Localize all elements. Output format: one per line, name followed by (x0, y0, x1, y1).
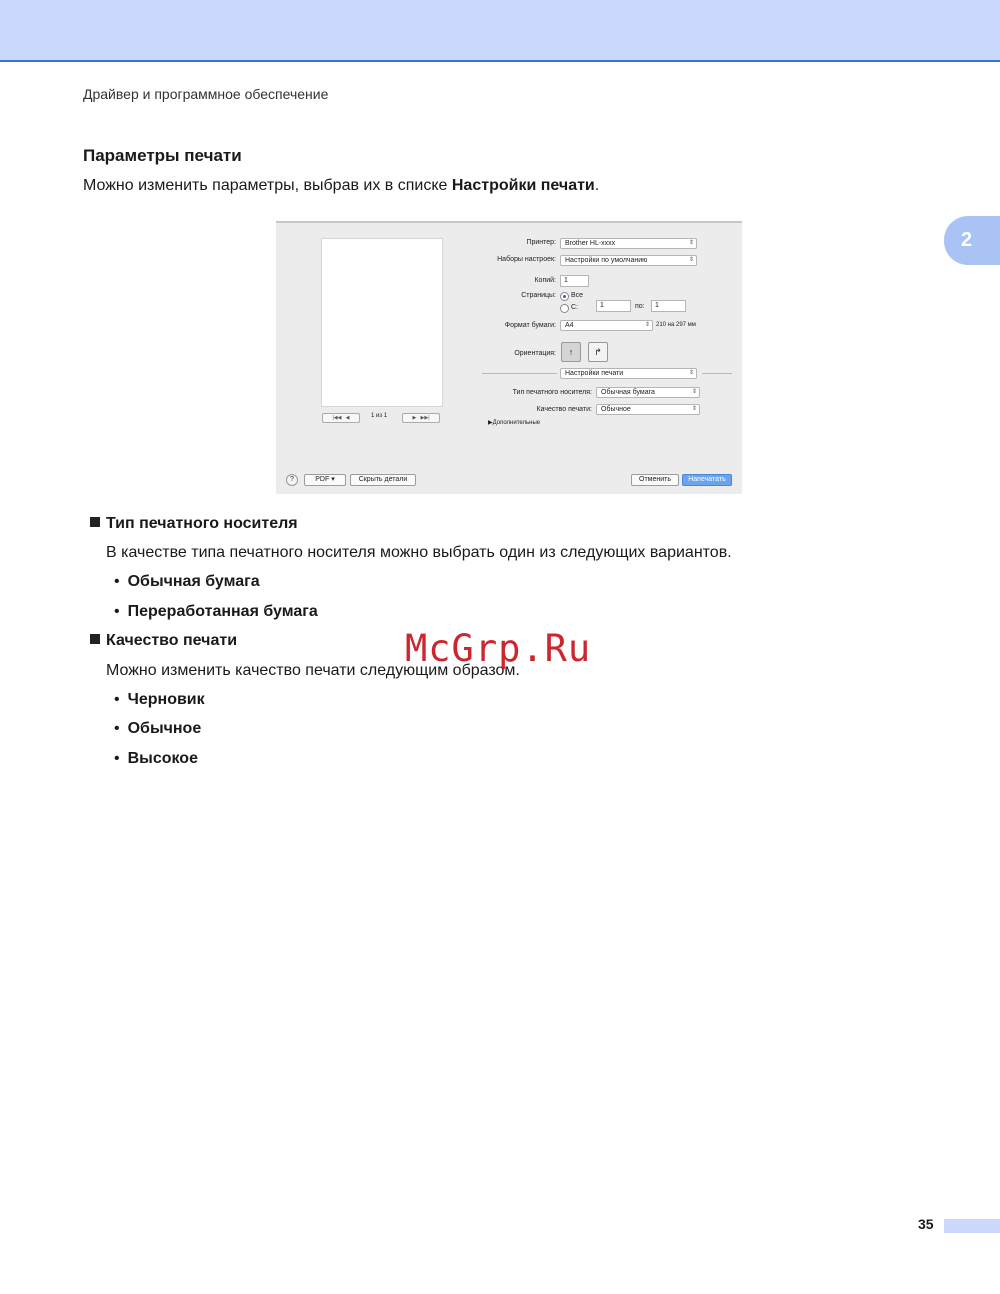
orientation-label: Ориентация: (514, 350, 556, 357)
media-type-value: Обычная бумага (601, 389, 655, 396)
pager-text: 1 из 1 (371, 413, 388, 419)
intro-paragraph (83, 177, 599, 195)
select-arrows-icon: ⇕ (691, 389, 697, 395)
print-button[interactable]: Напечатать (682, 474, 732, 486)
quality-value: Обычное (601, 406, 631, 413)
section-value: Настройки печати (565, 370, 624, 377)
chevron-down-icon: ▾ (331, 476, 335, 483)
select-arrows-icon: ⇕ (688, 257, 694, 263)
printer-label: Принтер: (526, 239, 556, 246)
pdf-label: PDF (315, 476, 330, 483)
print-quality-title: Качество печати (106, 632, 238, 649)
media-option: Переработанная бумага (127, 603, 318, 620)
intro-bold-term: Настройки печати (451, 177, 595, 194)
media-type-label: Тип печатного носителя: (512, 389, 592, 396)
section-title: Параметры печати (83, 146, 242, 165)
bullet-dot-icon: • (114, 603, 120, 620)
pages-range-radio[interactable] (560, 304, 569, 313)
select-arrows-icon: ⇕ (688, 370, 694, 376)
page-number: 35 (918, 1216, 934, 1232)
footer-bar (944, 1219, 1000, 1233)
next-page-button[interactable]: ▶ ▶▶| (402, 413, 440, 423)
print-quality-heading (90, 632, 237, 650)
printer-value: Brother HL-xxxx (565, 240, 616, 247)
pages-to-label: по: (635, 303, 645, 310)
list-item (114, 720, 201, 738)
landscape-orientation-icon[interactable]: ↱ (588, 342, 608, 362)
select-arrows-icon: ⇕ (688, 240, 694, 246)
pages-from-label: С: (571, 304, 578, 311)
select-arrows-icon: ⇕ (691, 406, 697, 412)
bullet-dot-icon: • (114, 750, 120, 767)
intro-text: Можно изменить параметры, выбрав их в списке (83, 177, 452, 194)
paper-value: A4 (565, 322, 574, 329)
copies-label: Копий: (534, 277, 556, 284)
divider-right (702, 373, 732, 374)
quality-label: Качество печати: (536, 406, 592, 413)
preview-pager (322, 413, 442, 423)
pages-label: Страницы: (521, 292, 556, 299)
media-type-title: Тип печатного носителя (106, 515, 298, 532)
pages-all-radio[interactable] (560, 292, 569, 301)
pages-to-field[interactable]: 1 (651, 300, 686, 312)
pages-from-field[interactable]: 1 (596, 300, 631, 312)
select-arrows-icon: ⇕ (644, 322, 650, 328)
bullet-dot-icon: • (114, 720, 120, 737)
copies-field[interactable]: 1 (560, 275, 589, 287)
quality-option: Черновик (127, 691, 205, 708)
presets-select[interactable] (560, 255, 697, 266)
paper-size-text: 210 на 297 мм (656, 322, 696, 328)
presets-label: Наборы настроек: (497, 256, 556, 263)
cancel-button[interactable]: Отменить (631, 474, 679, 486)
header-band (0, 0, 1000, 60)
print-quality-description: Можно изменить качество печати следующим образом. (106, 662, 520, 679)
bullet-dot-icon: • (114, 691, 120, 708)
presets-value: Настройки по умолчанию (565, 257, 648, 264)
page-preview (321, 238, 443, 407)
help-button[interactable]: ? (286, 474, 298, 486)
media-option: Обычная бумага (127, 573, 260, 590)
header-rule (0, 60, 1000, 62)
printer-select[interactable] (560, 238, 697, 249)
pages-all-label: Все (571, 292, 584, 299)
prev-page-button[interactable]: |◀◀ ◀ (322, 413, 360, 423)
paper-label: Формат бумаги: (504, 322, 556, 329)
list-item (114, 750, 198, 768)
watermark: McGrp.Ru (405, 627, 592, 670)
chapter-tab: 2 (944, 216, 1000, 265)
quality-option: Обычное (127, 720, 202, 737)
hide-details-button[interactable]: Скрыть детали (350, 474, 416, 486)
bullet-dot-icon: • (114, 573, 120, 590)
square-bullet-icon (90, 634, 100, 644)
media-type-description: В качестве типа печатного носителя можно выбрать один из следующих вариантов. (106, 544, 732, 561)
media-type-select[interactable] (596, 387, 700, 398)
list-item (114, 603, 318, 621)
paper-select[interactable] (560, 320, 653, 331)
media-type-heading (90, 515, 298, 533)
pdf-button[interactable] (304, 474, 346, 486)
list-item (114, 691, 205, 709)
divider-left (482, 373, 557, 374)
quality-option: Высокое (127, 750, 198, 767)
portrait-orientation-icon[interactable]: ↑ (561, 342, 581, 362)
print-dialog-screenshot (276, 221, 742, 494)
running-header: Драйвер и программное обеспечение (83, 86, 329, 102)
section-select[interactable] (560, 368, 697, 379)
advanced-disclosure[interactable]: ▶Дополнительные (488, 420, 541, 426)
list-item (114, 573, 260, 591)
square-bullet-icon (90, 517, 100, 527)
intro-end: . (594, 177, 600, 194)
quality-select[interactable] (596, 404, 700, 415)
